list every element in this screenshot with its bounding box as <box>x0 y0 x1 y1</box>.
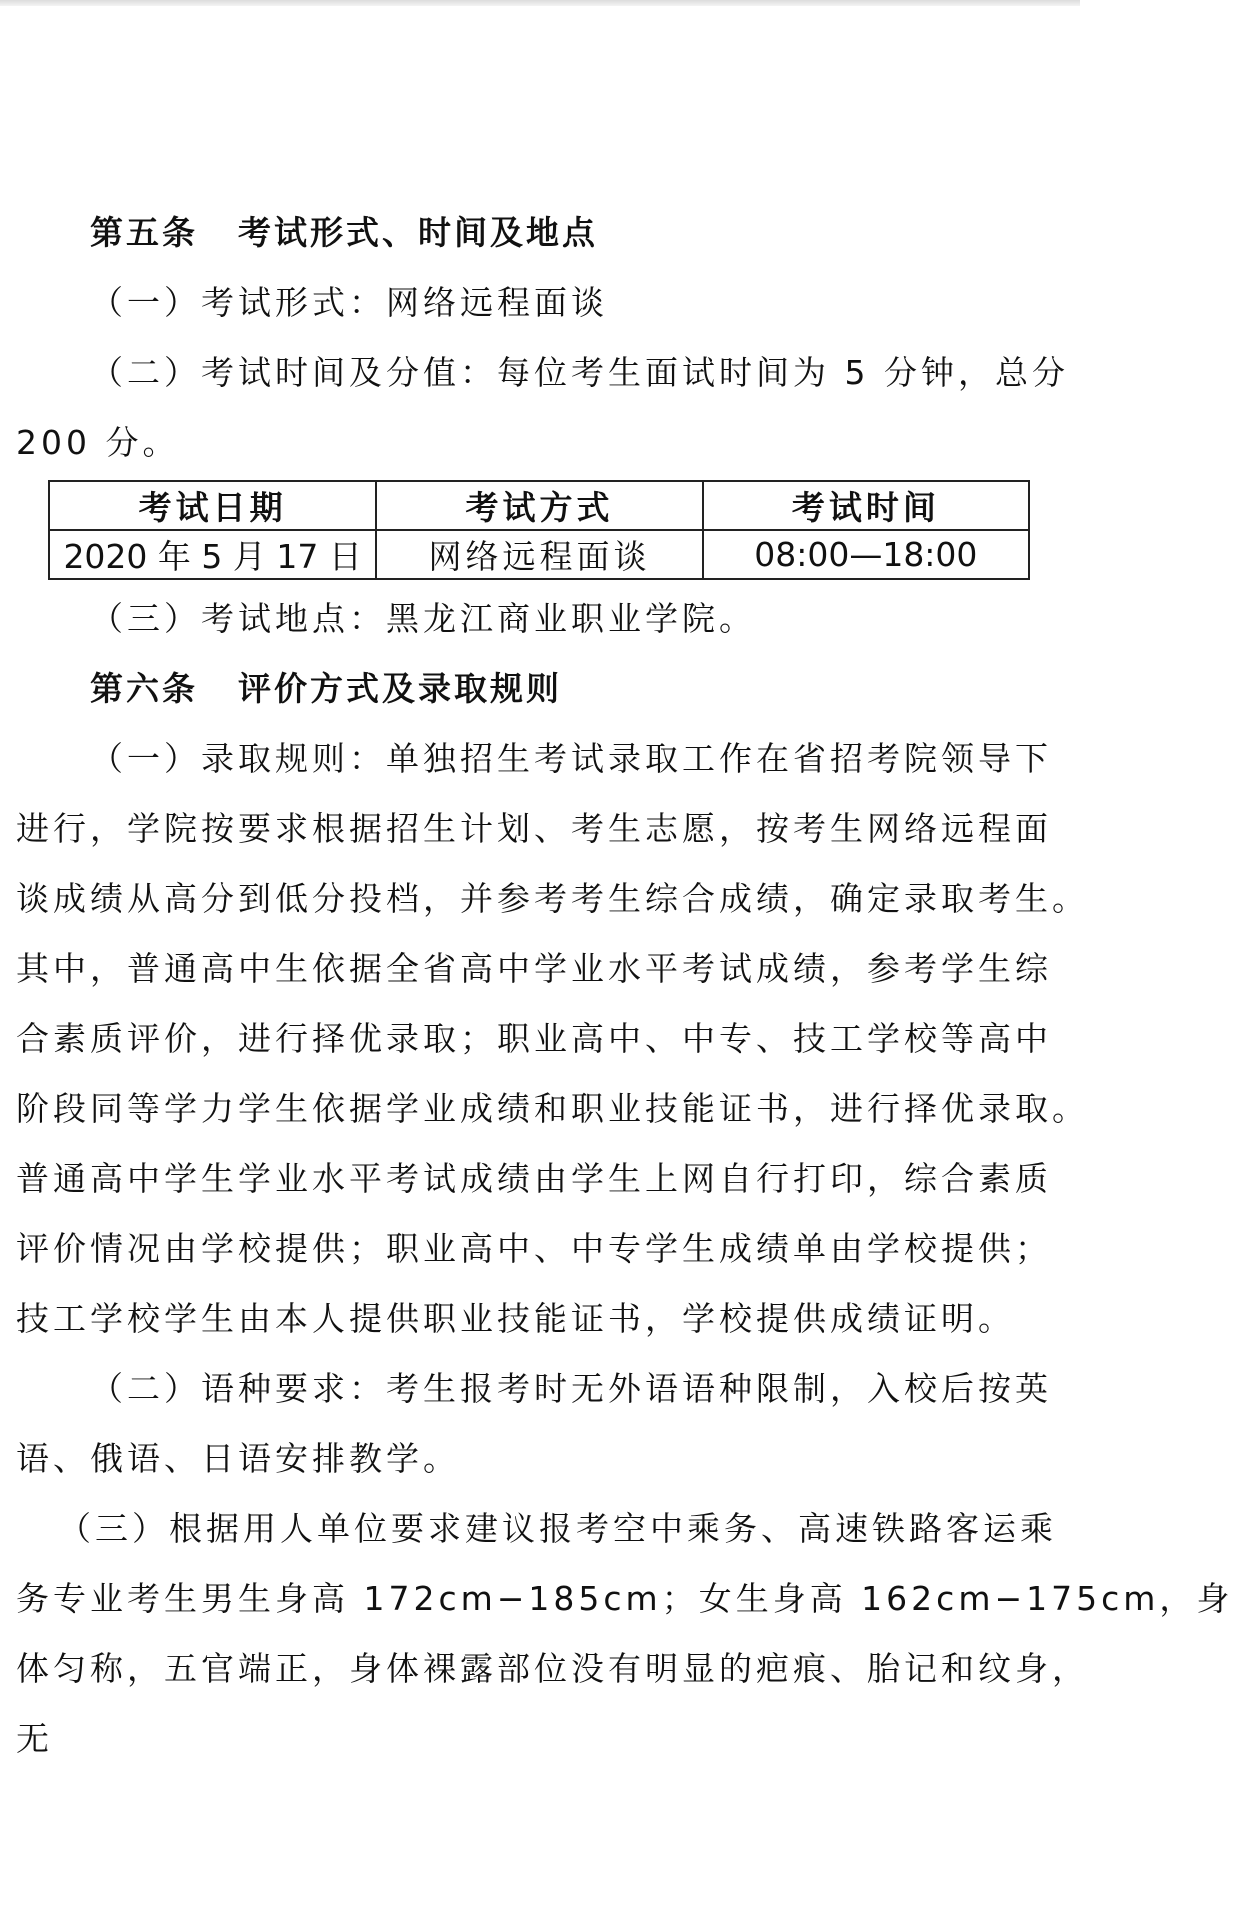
article-6-heading <box>16 654 1064 724</box>
page-top-edge <box>0 0 1080 6</box>
exam-time-line-1: （二）考试时间及分值：每位考生面试时间为 5 分钟，总分 <box>90 353 1069 392</box>
paragraph-line: 语、俄语、日语安排教学。 <box>16 1439 460 1478</box>
exam-time-line-2: 200 分。 <box>16 423 180 462</box>
header-exam-date: 考试日期 <box>49 481 376 530</box>
exam-format-line: （一）考试形式：网络远程面谈 <box>90 283 608 322</box>
article-5-number: 第五条 <box>90 213 198 252</box>
exam-location-line: （三）考试地点：黑龙江商业职业学院。 <box>90 599 756 638</box>
physical-requirement-paragraph <box>16 1494 1233 1774</box>
paragraph-line: 无 <box>16 1719 53 1758</box>
paragraph-line: 进行，学院按要求根据招生计划、考生志愿，按考生网络远程面 <box>16 809 1052 848</box>
paragraph-line: 阶段同等学力学生依据学业成绩和职业技能证书，进行择优录取。 <box>16 1089 1089 1128</box>
article-5-title: 考试形式、时间及地点 <box>238 213 598 252</box>
paragraph-line: 务专业考生男生身高 172cm−185cm；女生身高 162cm−175cm，身 <box>16 1579 1233 1618</box>
paragraph-line: 体匀称，五官端正，身体裸露部位没有明显的疤痕、胎记和纹身， <box>16 1649 1089 1688</box>
table-header-row <box>49 481 1029 530</box>
header-exam-method: 考试方式 <box>376 481 702 530</box>
admission-rules-paragraph <box>16 724 1089 1354</box>
cell-exam-method: 网络远程面谈 <box>376 530 702 579</box>
paragraph-line: （二）语种要求：考生报考时无外语语种限制，入校后按英 <box>90 1369 1052 1408</box>
language-requirement-paragraph <box>16 1354 1064 1494</box>
header-exam-time: 考试时间 <box>703 481 1029 530</box>
paragraph-line: 合素质评价，进行择优录取；职业高中、中专、技工学校等高中 <box>16 1019 1052 1058</box>
paragraph-line: 谈成绩从高分到低分投档，并参考考生综合成绩，确定录取考生。 <box>16 879 1089 918</box>
document-page <box>16 198 1233 1774</box>
paragraph-line: 评价情况由学校提供；职业高中、中专学生成绩单由学校提供； <box>16 1229 1052 1268</box>
paragraph-line: 普通高中学生学业水平考试成绩由学生上网自行打印，综合素质 <box>16 1159 1052 1198</box>
cell-exam-time: 08:00—18:00 <box>703 530 1029 579</box>
paragraph-line: （三）根据用人单位要求建议报考空中乘务、高速铁路客运乘 <box>58 1509 1057 1548</box>
cell-exam-date: 2020 年 5 月 17 日 <box>49 530 376 579</box>
paragraph-line: 其中，普通高中生依据全省高中学业水平考试成绩，参考学生综 <box>16 949 1052 988</box>
exam-schedule-table <box>48 480 1030 580</box>
article-6-title: 评价方式及录取规则 <box>238 669 562 708</box>
article-6-number: 第六条 <box>90 669 198 708</box>
table-row <box>49 530 1029 579</box>
paragraph-line: 技工学校学生由本人提供职业技能证书，学校提供成绩证明。 <box>16 1299 1015 1338</box>
paragraph-line: （一）录取规则：单独招生考试录取工作在省招考院领导下 <box>90 739 1052 778</box>
article-5-heading <box>16 198 1064 268</box>
